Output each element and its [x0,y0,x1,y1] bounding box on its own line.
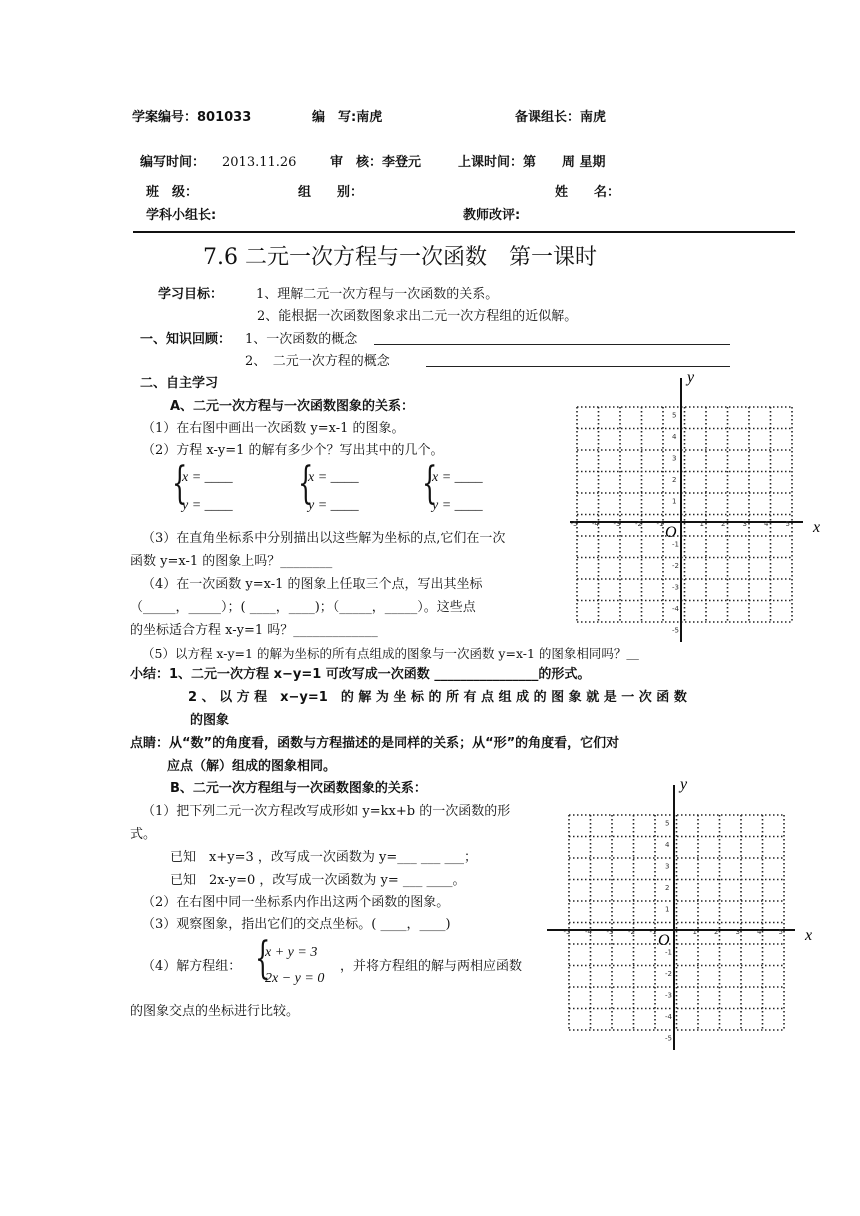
part-b-heading: B、二元一次方程组与一次函数图象的关系： [170,781,427,796]
y-tick-label: 4 [665,841,670,849]
part-a-q2: （2）方程 x-y=1 的解有多少个？写出其中的几个。 [142,443,444,458]
y-tick-label: 5 [672,411,677,420]
solution-x: x = ____ [182,470,233,485]
part-a-q4-line1: （4）在一次函数 y=x-1 的图象上任取三个点，写出其坐标 [142,577,483,592]
time-value: 2013.11.26 [222,155,297,170]
summary-1: 小结：1、二元一次方程 x−y=1 可改写成一次函数 ________________的形式。 [130,667,591,682]
x-tick-label: 4 [764,520,769,528]
y-axis-label: y [687,369,695,386]
self-study-heading: 二、自主学习 [140,376,219,391]
part-b-q2: （2）在右图中同一坐标系内作出这两个函数的图象。 [142,895,450,910]
y-tick-label: -2 [672,562,679,570]
y-tick-label: 1 [665,905,670,914]
part-b-q4-line2: 的图象交点的坐标进行比较。 [130,1004,300,1019]
group-leader: 备课组长：南虎 [515,110,607,125]
solution-y: y = ____ [182,498,233,513]
origin-label: O [665,524,677,541]
time-label: 编写时间： [140,155,206,170]
solution-system-1[interactable] [172,458,262,520]
goal-2: 2、能根据一次函数图象求出二元一次方程组的近似解。 [257,309,578,324]
author: 编 写:南虎 [312,110,383,125]
x-tick-label: 2 [714,928,719,936]
solution-system-2[interactable] [298,458,388,520]
name-label: 姓 名： [555,185,621,200]
x-tick-label: 3 [742,520,747,528]
review-item-1: 1、一次函数的概念 [245,332,358,347]
solution-system-3[interactable] [422,458,512,520]
review-answer-line-1[interactable] [374,344,730,345]
origin-label: O [658,932,670,949]
x-tick-label: -2 [635,520,642,528]
system-eq-1: x + y = 3 [265,945,318,960]
review-label: 一、知识回顾： [140,332,232,347]
y-tick-label: 5 [665,819,670,828]
subject-leader: 学科小组长: [146,208,217,223]
part-b-q3: （3）观察图象，指出它们的交点坐标。( ____，____) [142,917,451,932]
brace-icon: { [422,458,438,509]
summary-2-line1: 2 、 以 方 程 x−y=1 的 解 为 坐 标 的 所 有 点 组 成 的 图 象 就 是 一 次 函 数 [188,690,687,705]
review-answer-line-2[interactable] [426,366,730,367]
class-label: 班 级： [146,185,199,200]
y-tick-label: -1 [672,540,679,549]
x-tick-label: 2 [721,520,726,528]
coordinate-grid-b[interactable] [545,775,825,1050]
part-b-eq2: 已知 2x-y=0 ，改写成一次函数为 y= ___ ____。 [170,873,466,888]
y-tick-label: 2 [672,476,677,484]
x-axis-label: x [813,519,821,536]
y-tick-label: -3 [672,583,679,592]
x-tick-label: -3 [606,928,614,936]
y-axis-label: y [680,776,688,793]
review-item-2: 2、 二元一次方程的概念 [245,354,390,369]
brace-icon: { [255,933,271,984]
y-tick-label: -1 [665,948,672,957]
part-a-q5: （5）以方程 x-y=1 的解为坐标的所有点组成的图象与一次函数 y=x-1 的图象相同吗？＿ [142,646,639,661]
x-tick-label: 1 [699,520,704,528]
y-tick-label: 2 [665,884,670,892]
solution-x: x = ____ [308,470,359,485]
x-tick-label: -2 [628,928,635,936]
x-tick-label: 5 [778,928,783,936]
part-a-q4-line3: 的坐标适合方程 x-y=1 吗？_____________ [130,623,378,638]
x-tick-label: -3 [613,520,621,528]
header-divider [133,231,795,233]
y-tick-label: -5 [672,626,679,635]
x-tick-label: -5 [563,928,571,936]
teacher-comment: 教师改评: [463,208,521,223]
part-a-heading: A、二元一次方程与一次函数图象的关系： [170,399,415,414]
x-tick-label: -1 [656,520,664,528]
y-tick-label: -5 [665,1034,672,1043]
y-tick-label: 3 [665,862,670,871]
part-b-q4-suffix: ，并将方程组的解与两相应函数 [340,959,523,974]
brace-icon: { [298,458,314,509]
x-tick-label: 5 [785,520,790,528]
part-b-q4-prefix: （4）解方程组： [142,959,242,974]
part-b-q1-line2: 式。 [130,827,157,842]
x-tick-label: -4 [592,520,599,528]
part-a-q3-line2: 函数 y=x-1 的图象上吗？________ [130,554,333,569]
y-tick-label: -4 [665,1013,672,1021]
brace-icon: { [172,458,188,509]
y-tick-label: 4 [672,433,677,441]
x-axis-label: x [805,927,813,944]
part-a-q4-line2: （_____，_____）；( ____，____)；（_____，_____）。这些点 [130,600,476,615]
page-title: 7.6 二元一次方程与一次函数 第一课时 [203,245,597,270]
x-tick-label: 1 [692,928,697,936]
tip-line2: 应点（解）组成的图象相同。 [167,759,337,774]
part-a-q1: （1）在右图中画出一次函数 y=x-1 的图象。 [142,421,405,436]
tip-line1: 点睛：从“数”的角度看，函数与方程描述的是同样的关系；从“形”的角度看，它们对 [130,736,620,751]
goals-label: 学习目标： [158,287,224,302]
group-label: 组 别： [298,185,364,200]
coordinate-grid-a[interactable] [560,370,840,645]
solution-y: y = ____ [432,498,483,513]
y-tick-label: 1 [672,497,677,506]
x-tick-label: -5 [570,520,578,528]
part-b-eq1: 已知 x+y=3 ，改写成一次函数为 y=___ ___ ___； [170,850,477,865]
y-tick-label: -4 [672,605,679,613]
y-tick-label: -3 [665,991,672,1000]
system-eq-2: 2x − y = 0 [265,971,325,986]
goal-1: 1、理解二元一次方程与一次函数的关系。 [256,287,499,302]
class-time: 上课时间：第 周 星期 [458,155,606,170]
solution-x: x = ____ [432,470,483,485]
x-tick-label: -4 [585,928,592,936]
x-tick-label: 3 [735,928,740,936]
y-tick-label: -2 [665,970,672,978]
case-number: 学案编号：801033 [132,110,252,125]
reviewer: 审 核：李登元 [330,155,422,170]
x-tick-label: 4 [757,928,762,936]
part-a-q3-line1: （3）在直角坐标系中分别描出以这些解为坐标的点,它们在一次 [142,531,506,546]
part-b-q1-line1: （1）把下列二元一次方程改写成形如 y=kx+b 的一次函数的形 [142,804,511,819]
y-tick-label: 3 [672,454,677,463]
summary-2-line2: 的图象 [190,713,230,728]
x-tick-label: -1 [649,928,657,936]
solution-y: y = ____ [308,498,359,513]
